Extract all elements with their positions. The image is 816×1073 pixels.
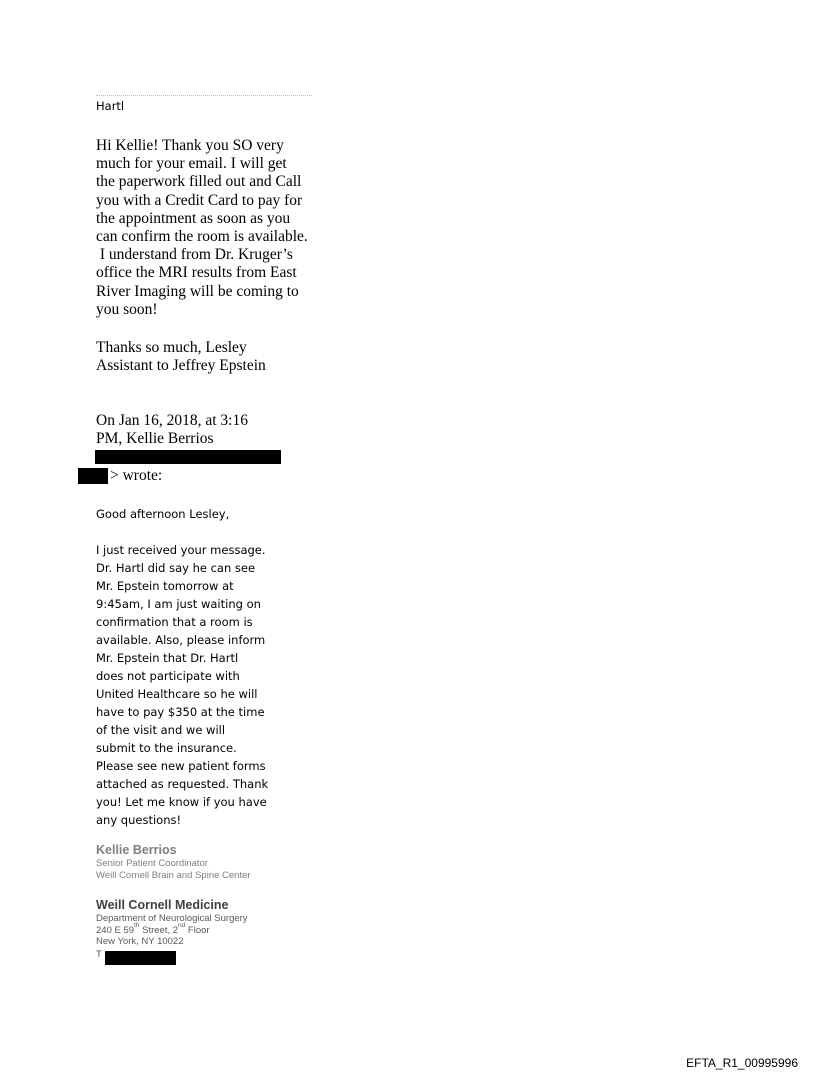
- document-id: EFTA_R1_00995996: [686, 1056, 798, 1070]
- quote-header: [96, 412, 296, 448]
- reply-line: office the MRI results from East: [96, 264, 297, 282]
- signature-title: Senior Patient Coordinator: [96, 858, 208, 869]
- quote-header-line: PM, Kellie Berrios: [96, 430, 214, 448]
- quoted-line: of the visit and we will: [96, 723, 226, 737]
- signoff-line: Assistant to Jeffrey Epstein: [96, 357, 266, 375]
- redaction-block: [78, 468, 108, 484]
- quoted-line: have to pay $350 at the time: [96, 705, 265, 719]
- address-floor: Floor: [185, 924, 210, 936]
- quoted-line: Mr. Epstein that Dr. Hartl: [96, 651, 239, 665]
- org-name: Weill Cornell Medicine: [96, 898, 229, 912]
- quoted-line: 9:45am, I am just waiting on: [96, 597, 261, 611]
- signature-dept: Weill Cornell Brain and Spine Center: [96, 869, 251, 881]
- quoted-line: Dr. Hartl did say he can see: [96, 561, 256, 575]
- quote-wrote: > wrote:: [110, 467, 163, 484]
- org-city: New York, NY 10022: [96, 936, 184, 947]
- org-address: [96, 922, 248, 937]
- redaction-block: [105, 951, 176, 965]
- reply-line: much for your email. I will get: [96, 155, 287, 173]
- reply-line: Hi Kellie! Thank you SO very: [96, 137, 284, 154]
- reply-line: you soon!: [96, 300, 158, 318]
- email-signature: [96, 843, 251, 881]
- reply-line: I understand from Dr. Kruger’s: [96, 246, 293, 264]
- reply-line: River Imaging will be coming to: [96, 282, 299, 300]
- quoted-line: available. Also, please inform: [96, 633, 266, 647]
- redaction-block: [95, 450, 281, 464]
- quoted-line: any questions!: [96, 813, 182, 827]
- header-divider: [96, 95, 312, 96]
- address-sup: th: [134, 922, 140, 930]
- quoted-line: I just received your message.: [96, 543, 266, 557]
- address-street: Street, 2: [139, 924, 179, 936]
- reply-line: can confirm the room is available.: [96, 228, 308, 246]
- quoted-line: confirmation that a room is: [96, 615, 253, 629]
- reply-message: [96, 137, 326, 319]
- quoted-line: Please see new patient forms: [96, 759, 266, 773]
- signoff-line: Thanks so much, Lesley: [96, 339, 247, 356]
- reply-line: the paperwork filled out and Call: [96, 173, 302, 191]
- address-number: 240 E 59: [96, 924, 135, 936]
- header-name: Hartl: [96, 99, 125, 113]
- quote-greeting: Good afternoon Lesley,: [96, 507, 230, 521]
- signature-name: Kellie Berrios: [96, 843, 177, 857]
- quoted-line: attached as requested. Thank: [96, 777, 269, 791]
- reply-signoff: [96, 339, 326, 375]
- org-dept: Department of Neurological Surgery: [96, 913, 248, 924]
- quoted-line: does not participate with: [96, 669, 240, 683]
- quote-header-line: On Jan 16, 2018, at 3:16: [96, 412, 248, 429]
- reply-line: the appointment as soon as you: [96, 209, 291, 227]
- quoted-line: you! Let me know if you have: [96, 795, 267, 809]
- reply-line: you with a Credit Card to pay for: [96, 191, 303, 209]
- quoted-line: United Healthcare so he will: [96, 687, 258, 701]
- address-sup: nd: [178, 922, 186, 930]
- quoted-line: Mr. Epstein tomorrow at: [96, 579, 234, 593]
- quoted-line: submit to the insurance.: [96, 741, 237, 755]
- org-block: [96, 898, 248, 948]
- phone-label: T: [96, 949, 102, 960]
- quoted-message: [96, 541, 286, 829]
